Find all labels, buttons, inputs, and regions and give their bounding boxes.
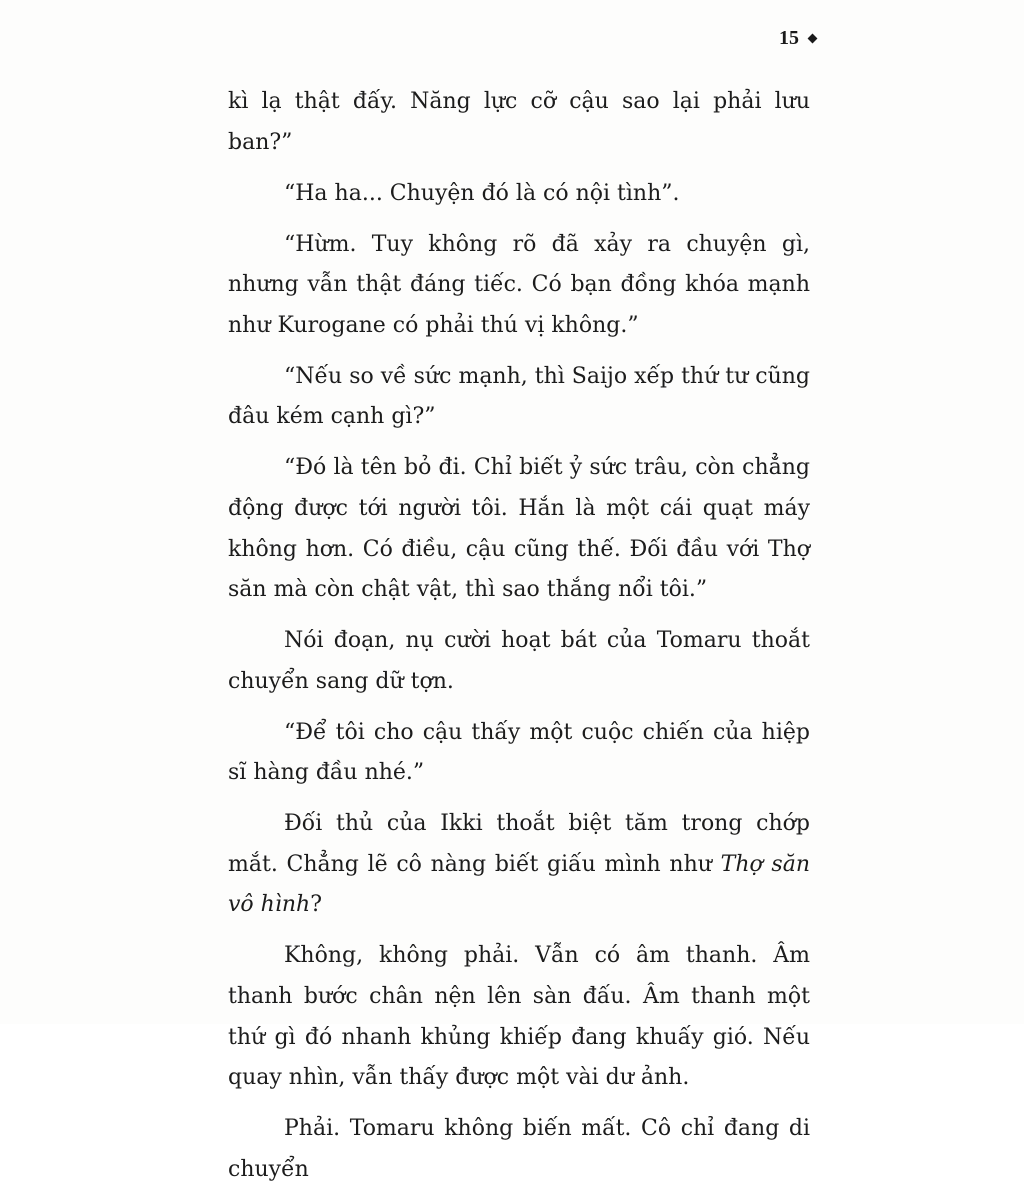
paragraph: “Nếu so về sức mạnh, thì Saijo xếp thứ tư cũng đâu kém cạnh gì?”: [228, 363, 811, 430]
paragraph: “Đó là tên bỏ đi. Chỉ biết ỷ sức trâu, còn chẳng động được tới người tôi. Hắn là một cái quạt máy không hơn. Có điều, cậu cũng thế. Đối đầu với Thợ săn mà còn chật vật, thì sao thắng nổi tôi.”: [228, 455, 810, 603]
paragraph: [228, 804, 810, 926]
paragraph: Không, không phải. Vẫn có âm thanh. Âm thanh bước chân nện lên sàn đấu. Âm thanh một thứ gì đó nhanh khủng khiếp đang khuấy gió. Nếu quay nhìn, vẫn thấy được một vài dư ảnh.: [228, 943, 810, 1091]
paragraph-text: Đối thủ của Ikki thoắt biệt tăm trong chớp mắt. Chẳng lẽ cô nàng biết giấu mình như: [228, 811, 810, 877]
paragraph: Phải. Tomaru không biến mất. Cô chỉ đang di chuyển: [228, 1116, 810, 1182]
paragraph: Nói đoạn, nụ cười hoạt bát của Tomaru thoắt chuyển sang dữ tợn.: [228, 628, 810, 694]
paragraph: “Ha ha... Chuyện đó là có nội tình”.: [284, 180, 680, 206]
italic-title: Thợ săn vô hình: [228, 851, 811, 918]
paragraph: “Hừm. Tuy không rõ đã xảy ra chuyện gì, nhưng vẫn thật đáng tiếc. Có bạn đồng khóa mạnh như Kurogane có phải thú vị không.”: [228, 231, 810, 338]
page-header: [779, 24, 816, 52]
paragraph: “Để tôi cho cậu thấy một cuộc chiến của hiệp sĩ hàng đầu nhé.”: [228, 719, 810, 786]
body-text: [228, 82, 810, 1190]
paragraph-text: ?: [310, 892, 323, 918]
page-number: 15: [779, 26, 799, 49]
diamond-ornament-icon: [808, 33, 818, 43]
paragraph: kì lạ thật đấy. Năng lực cỡ cậu sao lại phải lưu ban?”: [228, 89, 810, 155]
